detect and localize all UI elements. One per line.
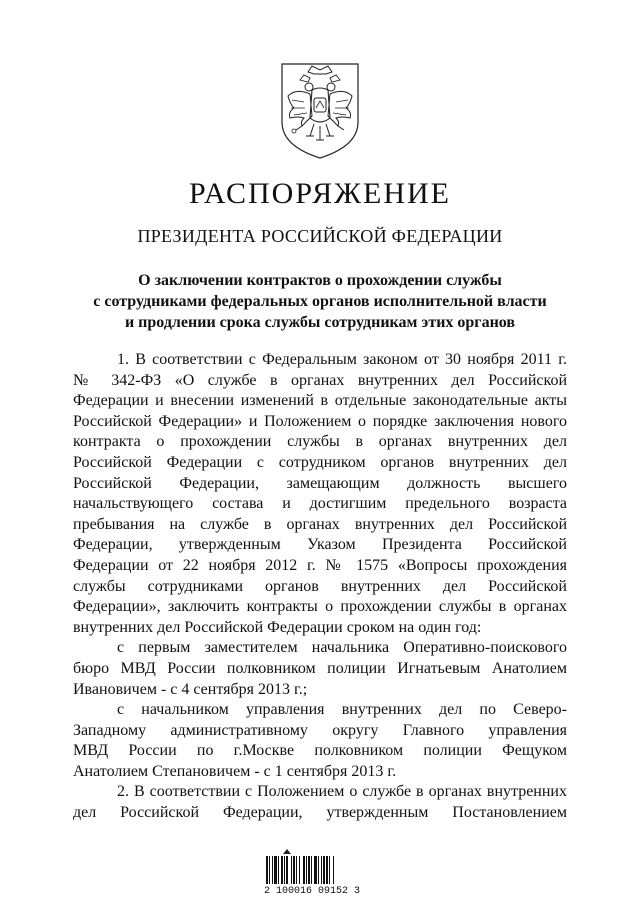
barcode-bar xyxy=(299,856,300,884)
paragraph-1-line: № 342-ФЗ «О службе в органах внутренних дел Российской xyxy=(73,371,567,389)
document-heading xyxy=(0,270,640,333)
paragraph-1-line: 1. В соответствии с Федеральным законом от 30 ноября 2011 г. xyxy=(117,351,567,368)
barcode-icon xyxy=(266,856,382,884)
barcode-bar xyxy=(329,856,330,884)
barcode-bar xyxy=(278,856,279,884)
barcode-bar xyxy=(318,856,319,884)
coat-of-arms-icon xyxy=(274,60,366,160)
barcode-bar xyxy=(326,856,328,884)
barcode-bar xyxy=(323,856,325,884)
barcode-bar xyxy=(269,856,270,884)
barcode-bar xyxy=(281,856,283,884)
item-2-line: Анатолием Степановичем - с 1 сентября 2013 г. xyxy=(73,762,397,780)
item-1-line: Ивановичем - с 4 сентября 2013 г.; xyxy=(73,680,308,698)
barcode-bar xyxy=(321,856,322,884)
paragraph-1-line: начальствующего состава и достигшим предельного возраста xyxy=(73,495,567,513)
paragraph-1-line: Федерации, утвержденным Указом Президента Российской xyxy=(73,536,567,554)
item-2-line: с начальником управления внутренних дел по Северо- xyxy=(117,701,567,719)
paragraph-1-line: внутренних дел Российской Федерации сроком на один год: xyxy=(73,618,482,636)
barcode xyxy=(262,848,382,898)
barcode-bar xyxy=(286,856,288,884)
item-2-line: Западному административному округу Главного управления xyxy=(73,721,567,739)
heading-line: О заключении контрактов о прохождении службы xyxy=(138,272,502,289)
barcode-bar xyxy=(284,856,285,884)
paragraph-1-line: Российской Федерации» и Положением о порядке заключения нового xyxy=(73,412,567,430)
barcode-bar xyxy=(291,856,292,884)
paragraph-2-line: дел Российской Федерации, утвержденным Постановлением xyxy=(73,804,567,822)
barcode-bar xyxy=(333,856,334,884)
item-2-line: МВД России по г.Москве полковником полиции Фещуком xyxy=(73,742,567,760)
barcode-bar xyxy=(266,856,268,884)
item-1-line: с первым заместителем начальника Оперативно-поискового xyxy=(117,639,567,657)
barcode-bar xyxy=(308,856,310,884)
heading-line: и продлении срока службы сотрудникам этих органов xyxy=(124,314,516,331)
barcode-bar xyxy=(311,856,312,884)
paragraph-1-line: Федерации и внесении изменений в отдельные законодательные акты xyxy=(73,392,567,410)
document-title: РАСПОРЯЖЕНИЕ xyxy=(188,177,452,210)
paragraph-1-line: контракта о прохождении службы в органах внутренних дел xyxy=(73,433,567,451)
paragraph-1-line: службы сотрудниками органов внутренних дел Российской xyxy=(73,577,567,595)
document-subtitle: ПРЕЗИДЕНТА РОССИЙСКОЙ ФЕДЕРАЦИИ xyxy=(137,226,503,246)
paragraph-1-line: пребывания на службе в органах внутренних дел Российской xyxy=(73,515,567,533)
barcode-mark-icon xyxy=(282,848,292,855)
document-body xyxy=(73,350,567,824)
paragraph-1-line: Российской Федерации, замещающим должность высшего xyxy=(73,474,567,492)
barcode-bar xyxy=(296,856,297,884)
barcode-bar xyxy=(314,856,317,884)
item-1-line: бюро МВД России полковником полиции Игнатьевым Анатолием xyxy=(73,659,567,677)
barcode-number: 2 100016 09152 3 xyxy=(264,886,361,897)
heading-line: с сотрудниками федеральных органов исполнительной власти xyxy=(93,293,547,310)
barcode-bar xyxy=(293,856,295,884)
paragraph-1-line: Федерации от 22 ноября 2012 г. № 1575 «Вопросы прохождения xyxy=(73,556,567,574)
barcode-bar xyxy=(303,856,305,884)
paragraph-1-line: Российской Федерации с сотрудником органов внутренних дел xyxy=(73,453,567,471)
barcode-bar xyxy=(306,856,307,884)
paragraph-2-line: 2. В соответствии с Положением о службе в органах внутренних xyxy=(117,783,567,801)
barcode-bar xyxy=(272,856,273,884)
paragraph-1-line: Федерации», заключить контракты о прохождении службы в органах xyxy=(73,598,567,616)
barcode-bar xyxy=(274,856,277,884)
